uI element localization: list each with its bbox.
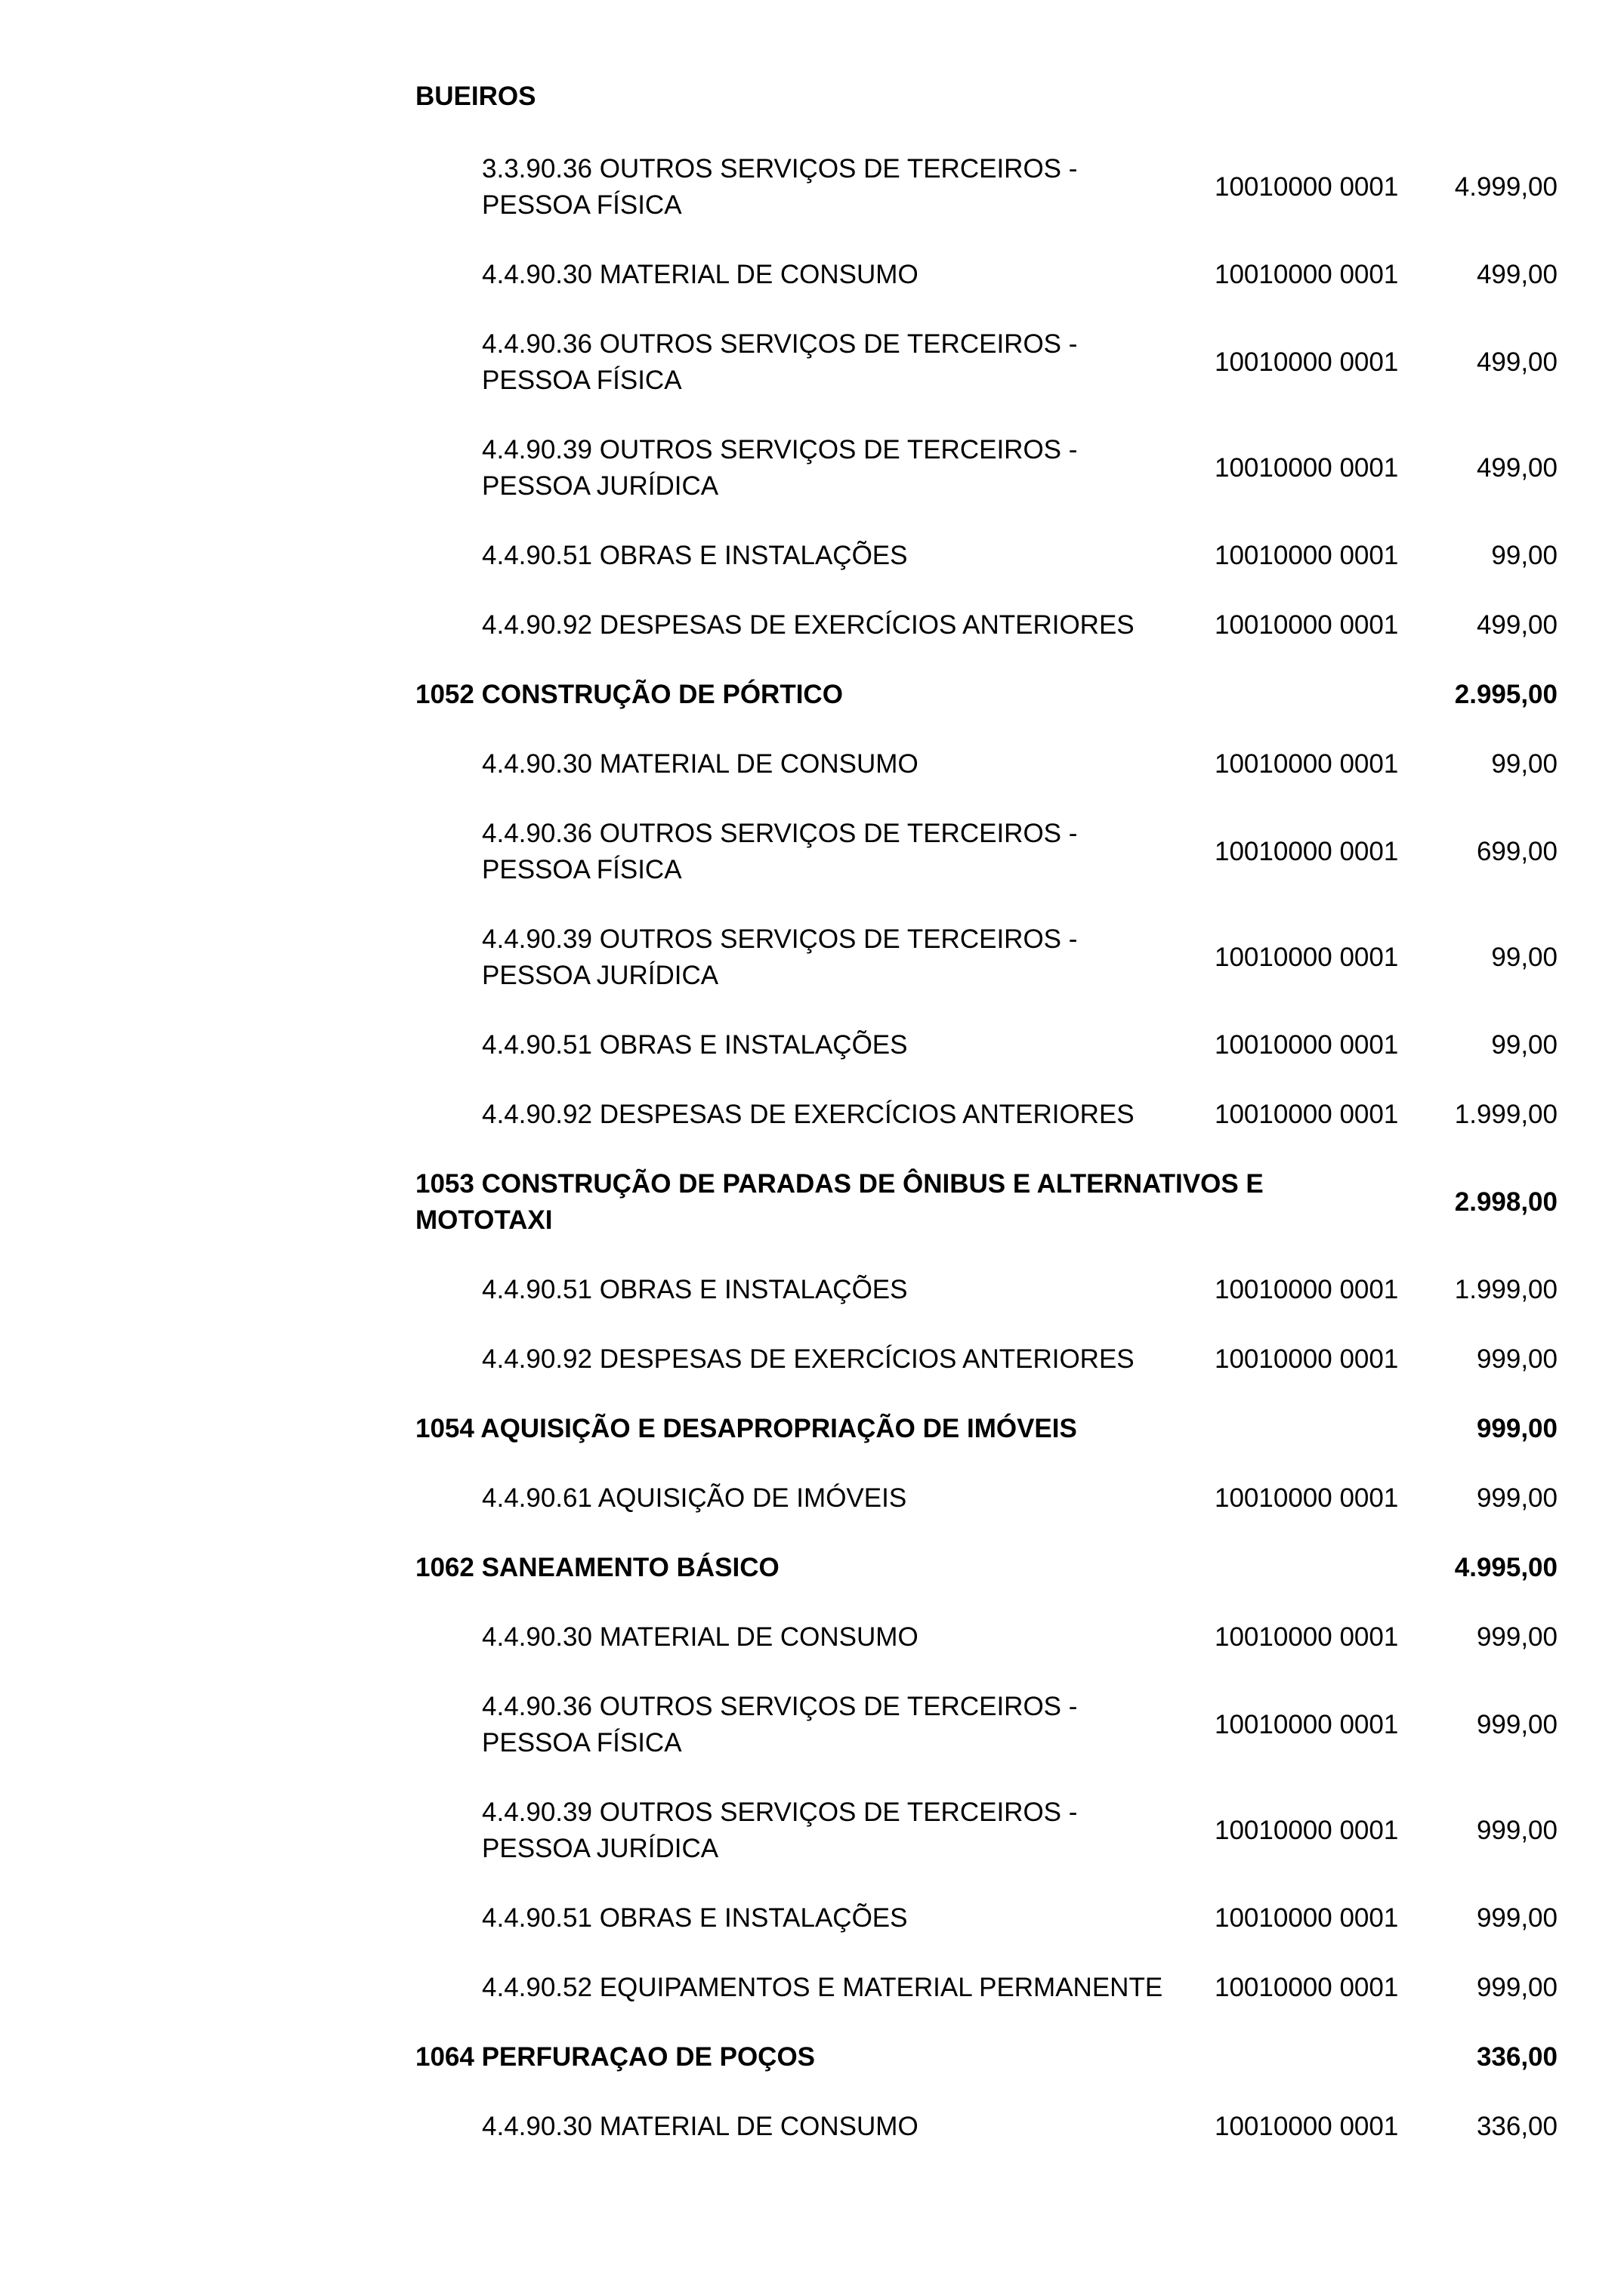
resource-code: 10010000 0001 [1215, 347, 1399, 377]
item-description [482, 816, 1207, 888]
group-description [415, 2039, 1352, 2075]
description-line: 1064 PERFURAÇAO DE POÇOS [415, 2042, 816, 2072]
item-description [482, 1480, 1207, 1517]
item-amount: 999,00 [1476, 1344, 1558, 1374]
resource-code: 10010000 0001 [1215, 2112, 1399, 2141]
description-line: 4.4.90.92 DESPESAS DE EXERCÍCIOS ANTERIORES [482, 610, 1135, 640]
description-line: 4.4.90.30 MATERIAL DE CONSUMO [482, 2112, 919, 2141]
group-total: 999,00 [1476, 1414, 1558, 1443]
item-amount: 99,00 [1491, 541, 1558, 570]
item-description [482, 1097, 1207, 1133]
item-amount: 499,00 [1476, 453, 1558, 483]
description-line: 4.4.90.39 OUTROS SERVIÇOS DE TERCEIROS - [482, 435, 1078, 464]
description-line: PESSOA FÍSICA [482, 1728, 682, 1757]
group-total: 336,00 [1476, 2042, 1558, 2072]
resource-code: 10010000 0001 [1215, 260, 1399, 289]
description-line: PESSOA JURÍDICA [482, 1834, 719, 1863]
group-total: 2.998,00 [1454, 1187, 1558, 1217]
item-amount: 999,00 [1476, 1973, 1558, 2002]
description-line: PESSOA FÍSICA [482, 855, 682, 884]
item-description [482, 1689, 1207, 1761]
description-line: PESSOA JURÍDICA [482, 471, 719, 501]
description-line: 4.4.90.51 OBRAS E INSTALAÇÕES [482, 1030, 908, 1060]
description-line: 1054 AQUISIÇÃO E DESAPROPRIAÇÃO DE IMÓVEIS [415, 1414, 1077, 1443]
resource-code: 10010000 0001 [1215, 172, 1399, 202]
description-line: 1062 SANEAMENTO BÁSICO [415, 1553, 780, 1582]
resource-code: 10010000 0001 [1215, 541, 1399, 570]
group-description [415, 1550, 1352, 1586]
description-line: 4.4.90.92 DESPESAS DE EXERCÍCIOS ANTERIORES [482, 1100, 1135, 1129]
item-amount: 499,00 [1476, 610, 1558, 640]
item-amount: 999,00 [1476, 1710, 1558, 1739]
description-line: MOTOTAXI [415, 1205, 553, 1235]
item-description [482, 538, 1207, 574]
item-description [482, 326, 1207, 399]
description-line: 4.4.90.61 AQUISIÇÃO DE IMÓVEIS [482, 1483, 907, 1513]
item-amount: 999,00 [1476, 1816, 1558, 1845]
item-description [482, 1619, 1207, 1656]
description-line: 3.3.90.36 OUTROS SERVIÇOS DE TERCEIROS - [482, 154, 1078, 184]
item-amount: 499,00 [1476, 260, 1558, 289]
description-line: 4.4.90.52 EQUIPAMENTOS E MATERIAL PERMANENTE [482, 1973, 1163, 2002]
description-line: 1052 CONSTRUÇÃO DE PÓRTICO [415, 680, 843, 709]
item-description [482, 2109, 1207, 2145]
item-amount: 1.999,00 [1454, 1275, 1558, 1304]
description-line: PESSOA JURÍDICA [482, 961, 719, 990]
group-total: 2.995,00 [1454, 680, 1558, 709]
resource-code: 10010000 0001 [1215, 943, 1399, 972]
resource-code: 10010000 0001 [1215, 1903, 1399, 1933]
item-description [482, 1027, 1207, 1063]
item-description [482, 1341, 1207, 1378]
resource-code: 10010000 0001 [1215, 1030, 1399, 1060]
description-line: 4.4.90.39 OUTROS SERVIÇOS DE TERCEIROS - [482, 1798, 1078, 1827]
group-total: 4.995,00 [1454, 1553, 1558, 1582]
page-title-text: BUEIROS [415, 82, 536, 111]
item-description [482, 432, 1207, 505]
item-amount: 999,00 [1476, 1622, 1558, 1652]
item-amount: 99,00 [1491, 943, 1558, 972]
resource-code: 10010000 0001 [1215, 749, 1399, 779]
resource-code: 10010000 0001 [1215, 1275, 1399, 1304]
resource-code: 10010000 0001 [1215, 1973, 1399, 2002]
description-line: 4.4.90.51 OBRAS E INSTALAÇÕES [482, 1275, 908, 1304]
item-description [482, 1272, 1207, 1308]
resource-code: 10010000 0001 [1215, 1100, 1399, 1129]
resource-code: 10010000 0001 [1215, 837, 1399, 866]
resource-code: 10010000 0001 [1215, 453, 1399, 483]
resource-code: 10010000 0001 [1215, 1344, 1399, 1374]
item-amount: 499,00 [1476, 347, 1558, 377]
description-line: 4.4.90.30 MATERIAL DE CONSUMO [482, 1622, 919, 1652]
item-description [482, 1970, 1207, 2006]
item-description [482, 257, 1207, 293]
item-amount: 4.999,00 [1454, 172, 1558, 202]
description-line: 4.4.90.36 OUTROS SERVIÇOS DE TERCEIROS - [482, 329, 1078, 359]
description-line: 4.4.90.39 OUTROS SERVIÇOS DE TERCEIROS - [482, 924, 1078, 954]
description-line: 4.4.90.36 OUTROS SERVIÇOS DE TERCEIROS - [482, 819, 1078, 848]
group-description [415, 1411, 1352, 1447]
description-line: 4.4.90.36 OUTROS SERVIÇOS DE TERCEIROS - [482, 1692, 1078, 1721]
group-description [415, 677, 1352, 713]
group-description [415, 1166, 1352, 1239]
item-amount: 999,00 [1476, 1483, 1558, 1513]
description-line: 1053 CONSTRUÇÃO DE PARADAS DE ÔNIBUS E ALTERNATIVOS E [415, 1169, 1264, 1199]
description-line: PESSOA FÍSICA [482, 366, 682, 395]
item-description [482, 921, 1207, 994]
description-line: 4.4.90.30 MATERIAL DE CONSUMO [482, 749, 919, 779]
item-description [482, 746, 1207, 782]
resource-code: 10010000 0001 [1215, 1483, 1399, 1513]
description-line: 4.4.90.92 DESPESAS DE EXERCÍCIOS ANTERIORES [482, 1344, 1135, 1374]
item-description [482, 607, 1207, 643]
item-amount: 1.999,00 [1454, 1100, 1558, 1129]
item-amount: 99,00 [1491, 749, 1558, 779]
resource-code: 10010000 0001 [1215, 1710, 1399, 1739]
description-line: PESSOA FÍSICA [482, 190, 682, 220]
item-amount: 699,00 [1476, 837, 1558, 866]
item-description [482, 1900, 1207, 1936]
item-description [482, 151, 1207, 224]
description-line: 4.4.90.30 MATERIAL DE CONSUMO [482, 260, 919, 289]
item-description [482, 1795, 1207, 1867]
description-line: 4.4.90.51 OBRAS E INSTALAÇÕES [482, 541, 908, 570]
item-amount: 999,00 [1476, 1903, 1558, 1933]
resource-code: 10010000 0001 [1215, 1816, 1399, 1845]
resource-code: 10010000 0001 [1215, 1622, 1399, 1652]
resource-code: 10010000 0001 [1215, 610, 1399, 640]
item-amount: 336,00 [1476, 2112, 1558, 2141]
description-line: 4.4.90.51 OBRAS E INSTALAÇÕES [482, 1903, 908, 1933]
item-amount: 99,00 [1491, 1030, 1558, 1060]
